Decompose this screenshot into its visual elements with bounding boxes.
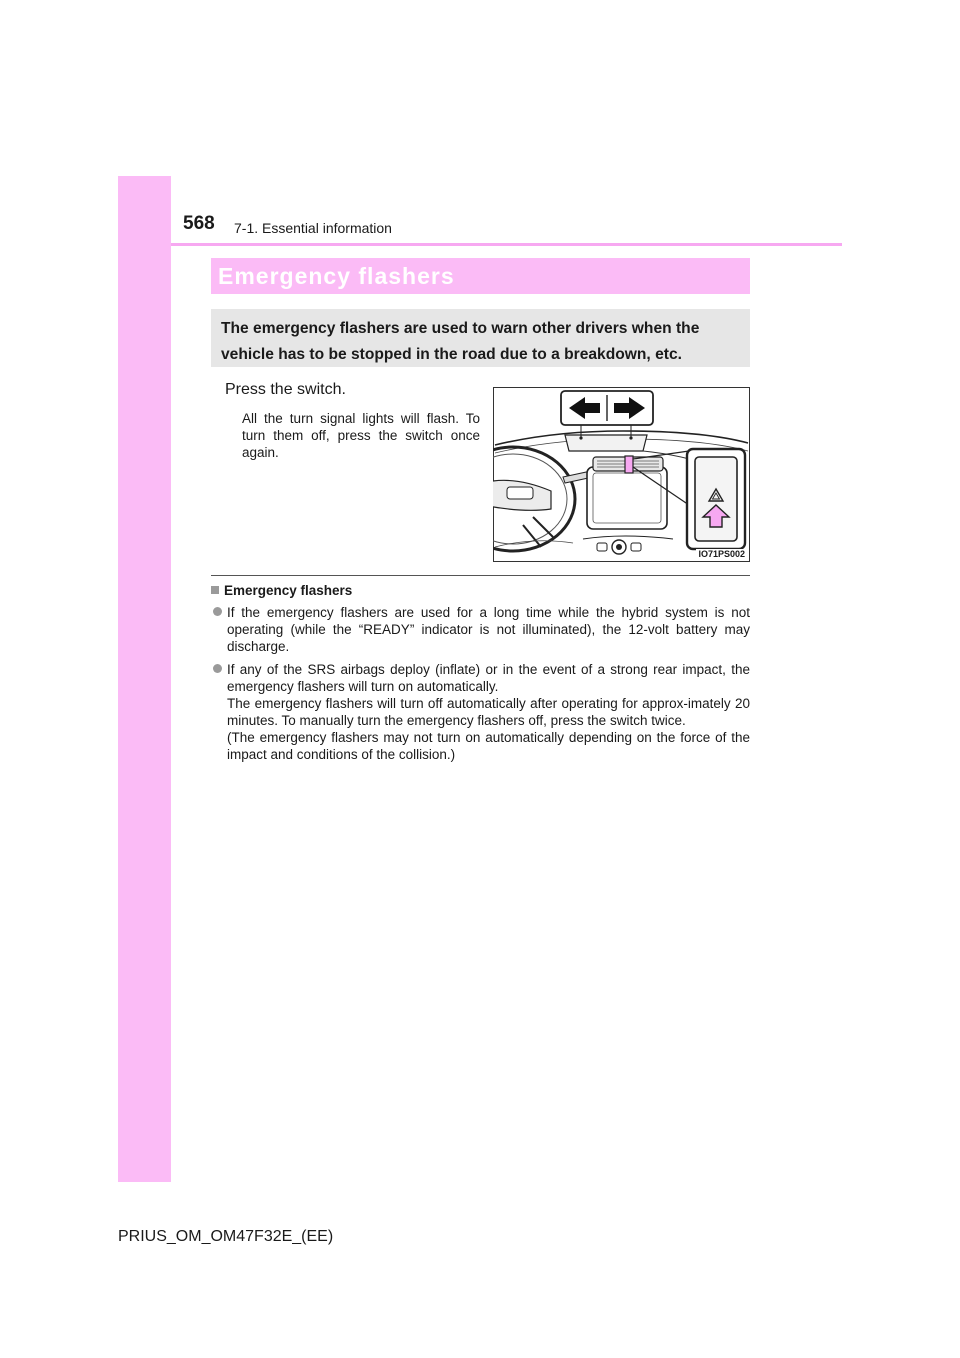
dashboard-illustration-svg — [493, 387, 750, 562]
circle-bullet-icon — [213, 664, 222, 673]
dashboard-illustration — [493, 387, 750, 562]
sidebar-tab — [118, 176, 171, 1182]
section-divider — [211, 575, 750, 576]
intro-box — [211, 309, 750, 367]
circle-bullet-icon — [213, 607, 222, 616]
intro-text: The emergency flashers are used to warn other drivers when the vehicle has to be stopped in the road due to a breakdown, etc. — [221, 320, 700, 363]
notes-heading-text: Emergency flashers — [224, 583, 353, 598]
header-rule — [171, 243, 842, 246]
note-paragraph: The emergency flashers will turn off automatically after operating for approx-imately 20 minutes. To manually turn the emergency flashers off, press the switch twice. — [227, 696, 750, 728]
page-number: 568 — [183, 213, 215, 234]
title-bar — [211, 258, 750, 294]
list-item — [211, 604, 750, 655]
figure-code: IO71PS002 — [698, 549, 745, 559]
notes-section — [211, 583, 750, 763]
note-paragraph: (The emergency flashers may not turn on automatically depending on the force of the impact and conditions of the collision.) — [227, 730, 750, 762]
note-paragraph: If the emergency flashers are used for a long time while the hybrid system is not operating (while the “READY” indicator is not illuminated), the 12-volt battery may discharge. — [227, 605, 750, 654]
page-title: Emergency flashers — [218, 263, 455, 289]
note-paragraph: If any of the SRS airbags deploy (inflate) or in the event of a strong rear impact, the emergency flashers will turn on automatically. — [227, 662, 750, 694]
square-bullet-icon — [211, 586, 219, 594]
section-label: 7-1. Essential information — [234, 220, 392, 236]
list-item — [211, 661, 750, 763]
document-code: PRIUS_OM_OM47F32E_(EE) — [118, 1228, 334, 1245]
notes-heading — [211, 583, 750, 598]
step-note: All the turn signal lights will flash. To turn them off, press the switch once again. — [242, 411, 480, 460]
step-instruction: Press the switch. — [225, 381, 346, 398]
